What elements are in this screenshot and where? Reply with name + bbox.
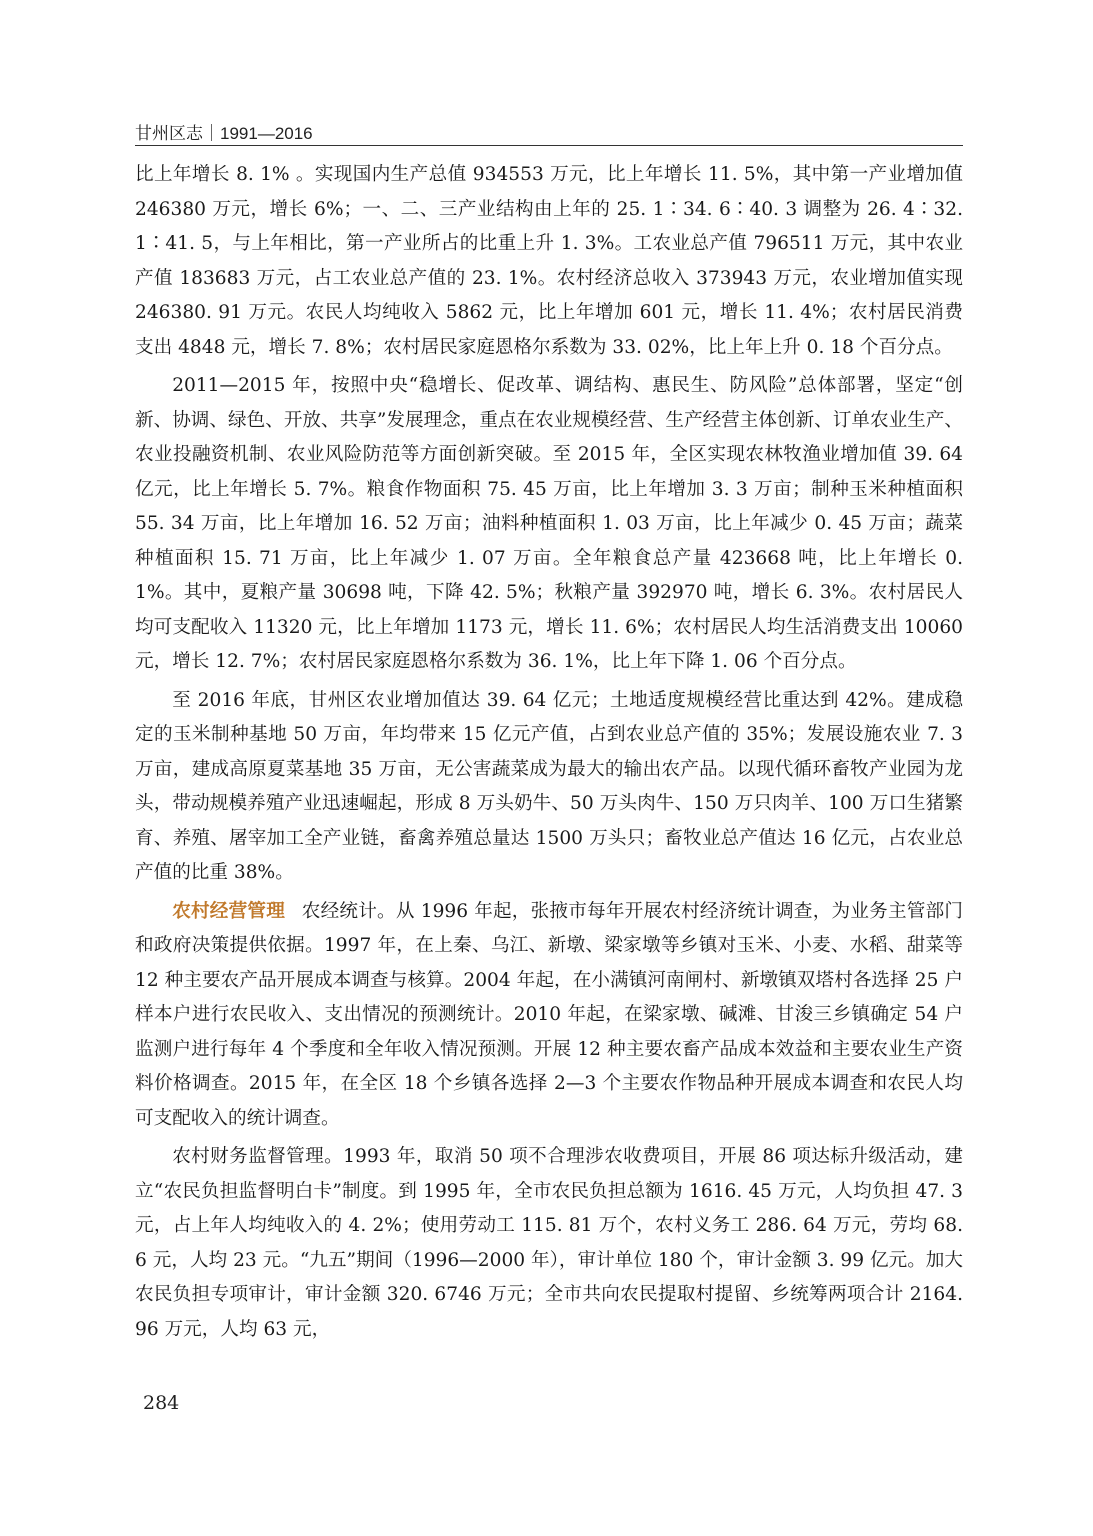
- header-rule: [135, 145, 963, 146]
- paragraph-4: [135, 895, 963, 1137]
- paragraph-3: 至 2016 年底，甘州区农业增加值达 39. 64 亿元；土地适度规模经营比重达到 42%。建成稳定的玉米制种基地 50 万亩，年均带来 15 亿元产值，占到农业总产值的 35%；发展设施农业 7. 3 万亩，建成高原夏菜基地 35 万亩，无公害蔬菜成为最大的输出农产品。以现代循环畜牧产业园为龙头，带动规模养殖产业迅速崛起，形成 8 万头奶牛、50 万头肉牛、150 万只肉羊、100 万口生猪繁育、养殖、屠宰加工全产业链，畜禽养殖总量达 1500 万头只；畜牧业总产值达 16 亿元，占农业总产值的比重 38%。: [135, 689, 963, 883]
- paragraph-1: 比上年增长 8. 1% 。实现国内生产总值 934553 万元，比上年增长 11. 5%，其中第一产业增加值 246380 万元，增长 6%；一、二、三产业结构由上年的 25. 1∶34. 6∶40. 3 调整为 26. 4∶32. 1∶41. 5，与上年相比，第一产业所占的比重上升 1. 3%。工农业总产值 796511 万元，其中农业产值 183683 万元，占工农业总产值的 23. 1%。农村经济总收入 373943 万元，农业增加值实现 246380. 91 万元。农民人均纯收入 5862 元，比上年增加 601 元，增长 11. 4%；农村居民消费支出 4848 元，增长 7. 8%；农村居民家庭恩格尔系数为 33. 02%，比上年上升 0. 18 个百分点。: [135, 164, 963, 358]
- page-number: 284: [143, 1392, 180, 1414]
- paragraph-5: 农村财务监督管理。1993 年，取消 50 项不合理涉农收费项目，开展 86 项达标升级活动，建立“农民负担监督明白卡”制度。到 1995 年，全市农民负担总额为 1616. 45 万元，人均负担 47. 3 元，占上年人均纯收入的 4. 2%；使用劳动工 115. 81 万个，农村义务工 286. 64 万元，劳均 68. 6 元，人均 23 元。“九五”期间（1996—2000 年），审计单位 180 个，审计金额 3. 99 亿元。加大农民负担专项审计，审计金额 320. 6746 万元；全市共向农民提取村提留、乡统筹两项合计 2164. 96 万元，人均 63 元，: [135, 1146, 963, 1340]
- body-text: [135, 158, 963, 1351]
- section-heading: 农村经营管理: [172, 900, 286, 922]
- running-header: 甘州区志｜1991—2016: [135, 124, 313, 143]
- paragraph-4-text: 农经统计。从 1996 年起，张掖市每年开展农村经济统计调查，为业务主管部门和政府决策提供依据。1997 年，在上秦、乌江、新墩、梁家墩等乡镇对玉米、小麦、水稻、甜菜等 12 种主要农产品开展成本调查与核算。2004 年起，在小满镇河南闸村、新墩镇双塔村各选择 25 户样本户进行农民收入、支出情况的预测统计。2010 年起，在梁家墩、碱滩、甘浚三乡镇确定 54 户监测户进行每年 4 个季度和全年收入情况预测。开展 12 种主要农畜产品成本效益和主要农业生产资料价格调查。2015 年，在全区 18 个乡镇各选择 2—3 个主要农作物品种开展成本调查和农民人均可支配收入的统计调查。: [135, 900, 963, 1129]
- paragraph-2: 2011—2015 年，按照中央“稳增长、促改革、调结构、惠民生、防风险”总体部署，坚定“创新、协调、绿色、开放、共享”发展理念，重点在农业规模经营、生产经营主体创新、订单农业生产、农业投融资机制、农业风险防范等方面创新突破。至 2015 年，全区实现农林牧渔业增加值 39. 64 亿元，比上年增长 5. 7%。粮食作物面积 75. 45 万亩，比上年增加 3. 3 万亩；制种玉米种植面积 55. 34 万亩，比上年增加 16. 52 万亩；油料种植面积 1. 03 万亩，比上年减少 0. 45 万亩；蔬菜种植面积 15. 71 万亩，比上年减少 1. 07 万亩。全年粮食总产量 423668 吨，比上年增长 0. 1%。其中，夏粮产量 30698 吨，下降 42. 5%；秋粮产量 392970 吨，增长 6. 3%。农村居民人均可支配收入 11320 元，比上年增加 1173 元，增长 11. 6%；农村居民人均生活消费支出 10060 元，增长 12. 7%；农村居民家庭恩格尔系数为 36. 1%，比上年下降 1. 06 个百分点。: [135, 375, 963, 672]
